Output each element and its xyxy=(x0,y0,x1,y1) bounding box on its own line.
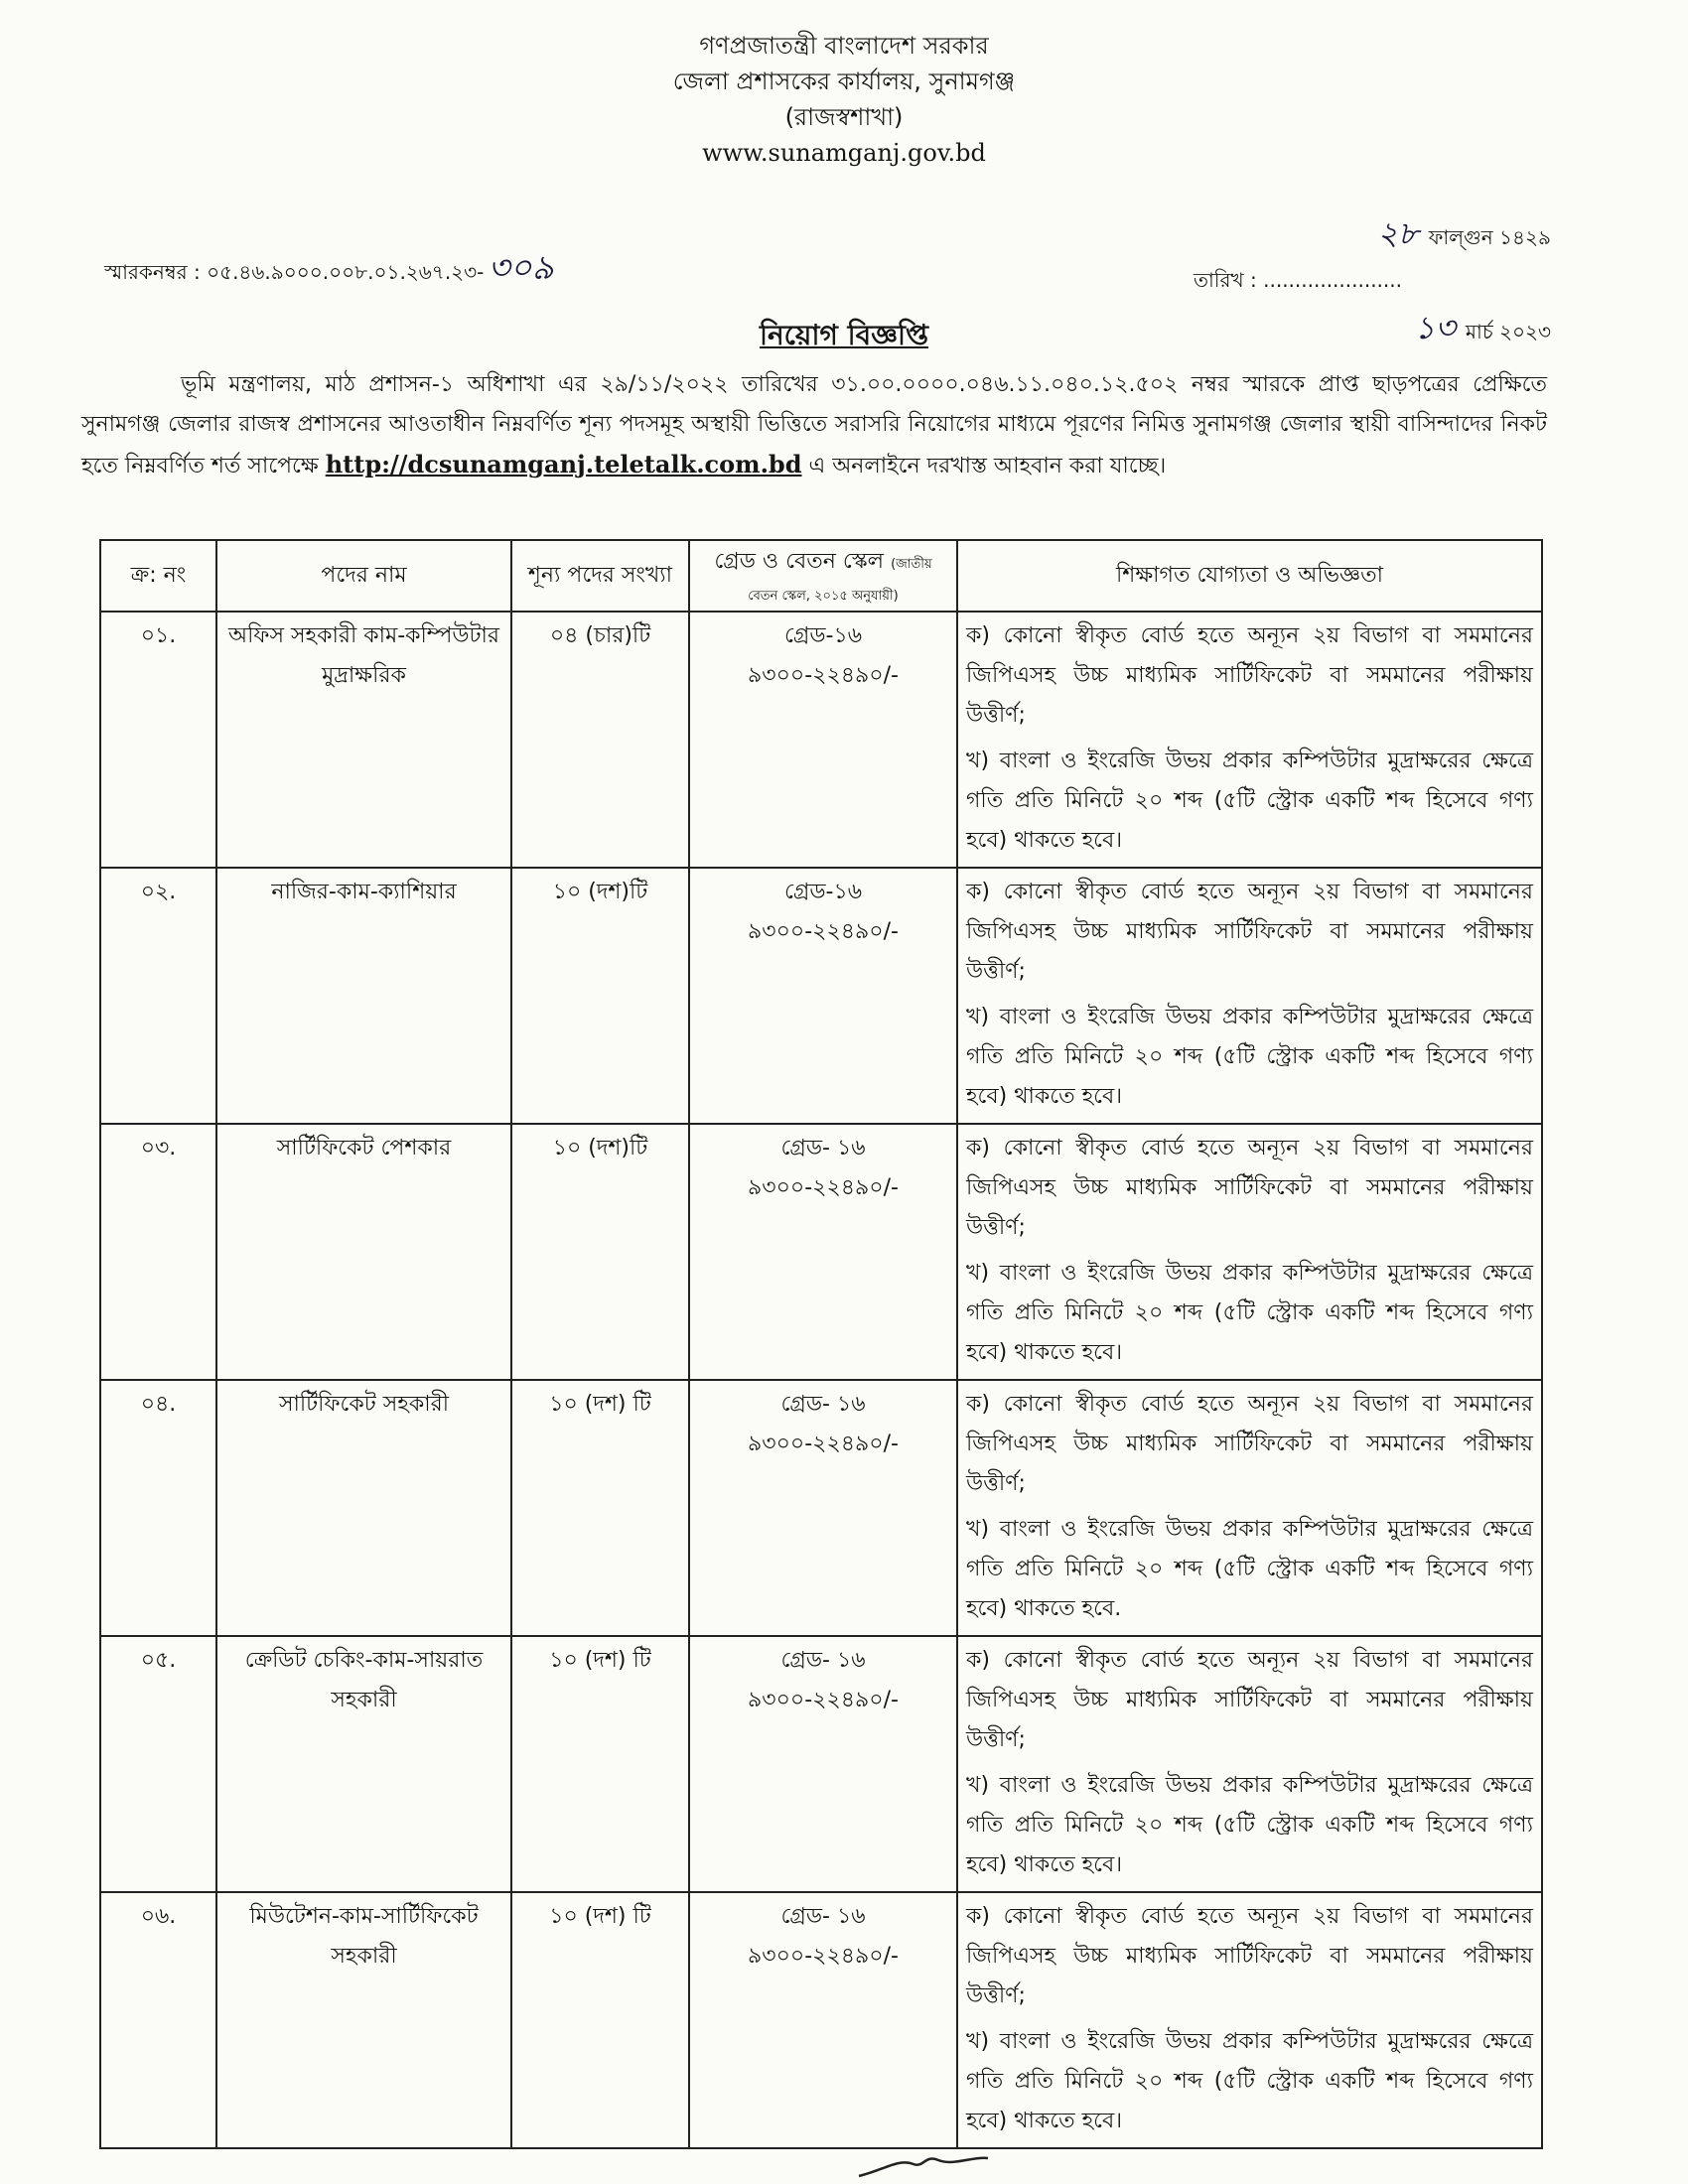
website-link[interactable]: www.sunamganj.gov.bd xyxy=(702,139,986,167)
table-row xyxy=(100,1636,1542,1892)
vacancy-cell: ১০ (দশ) টি xyxy=(511,1892,689,2148)
office-name: জেলা প্রশাসকের কার্যালয়, সুনামগঞ্জ xyxy=(672,68,1016,95)
grade-cell xyxy=(689,1380,957,1636)
notice-title-text: নিয়োগ বিজ্ঞপ্তি xyxy=(759,319,929,351)
qualification-b: খ) বাংলা ও ইংরেজি উভয় প্রকার কম্পিউটার মুদ্রাক্ষরের ক্ষেত্রে গতি প্রতি মিনিটে ২০ শব্দ (৫টি স্ট্রোক একটি শব্দ হিসেবে গণ্য হবে) থাকতে হবে। xyxy=(966,1005,1533,1109)
serial-cell: ০৫. xyxy=(100,1636,216,1892)
pay-scale-text: ৯৩০০-২২৪৯০/- xyxy=(748,1175,899,1200)
qualification-b: খ) বাংলা ও ইংরেজি উভয় প্রকার কম্পিউটার মুদ্রাক্ষরের ক্ষেত্রে গতি প্রতি মিনিটে ২০ শব্দ (৫টি স্ট্রোক একটি শব্দ হিসেবে গণ্য হবে) থাকতে হবে। xyxy=(966,2029,1533,2133)
vacancy-cell: ১০ (দশ)টি xyxy=(511,1124,689,1380)
date-label: তারিখ : ...................... xyxy=(1194,268,1402,292)
serial-cell: ০২. xyxy=(100,868,216,1124)
header-vacancy: শূন্য পদের সংখ্যা xyxy=(511,540,689,612)
grade-text: গ্রেড- ১৬ xyxy=(780,1648,866,1673)
intro-text-after: এ অনলাইনে দরখাস্ত আহবান করা যাচ্ছে। xyxy=(808,454,1167,478)
qualification-cell xyxy=(957,1636,1542,1892)
vacancy-cell: ১০ (দশ) টি xyxy=(511,1380,689,1636)
serial-cell: ০৪. xyxy=(100,1380,216,1636)
qualification-cell xyxy=(957,1380,1542,1636)
post-name-cell: সার্টিফিকেট সহকারী xyxy=(216,1380,511,1636)
qualification-b: খ) বাংলা ও ইংরেজি উভয় প্রকার কম্পিউটার মুদ্রাক্ষরের ক্ষেত্রে গতি প্রতি মিনিটে ২০ শব্দ (৫টি স্ট্রোক একটি শব্দ হিসেবে গণ্য হবে) থাকতে হবে। xyxy=(966,749,1533,853)
post-name-cell: ক্রেডিট চেকিং-কাম-সায়রাত সহকারী xyxy=(216,1636,511,1892)
table-row xyxy=(100,1892,1542,2148)
date-month-bn: ফাল্গুন ১৪২৯ xyxy=(1428,225,1551,249)
grade-cell xyxy=(689,612,957,868)
vacancy-cell: ১০ (দশ)টি xyxy=(511,868,689,1124)
qualification-a: ক) কোনো স্বীকৃত বোর্ড হতে অন্যূন ২য় বিভাগ বা সমমানের জিপিএসহ উচ্চ মাধ্যমিক সার্টিফিকেট বা সমমানের পরীক্ষায় উত্তীর্ণ; xyxy=(966,1648,1533,1752)
date-day-en: ১৩ xyxy=(1414,309,1456,346)
post-name-cell: অফিস সহকারী কাম-কম্পিউটার মুদ্রাক্ষরিক xyxy=(216,612,511,868)
serial-cell: ০১. xyxy=(100,612,216,868)
letterhead xyxy=(0,28,1688,171)
grade-text: গ্রেড-১৬ xyxy=(783,880,863,904)
qualification-b: খ) বাংলা ও ইংরেজি উভয় প্রকার কম্পিউটার মুদ্রাক্ষরের ক্ষেত্রে গতি প্রতি মিনিটে ২০ শব্দ (৫টি স্ট্রোক একটি শব্দ হিসেবে গণ্য হবে) থাকতে হবে। xyxy=(966,1773,1533,1877)
grade-text: গ্রেড- ১৬ xyxy=(780,1904,866,1929)
header-post-name: পদের নাম xyxy=(216,540,511,612)
grade-text: গ্রেড- ১৬ xyxy=(780,1136,866,1160)
memo-number xyxy=(104,242,554,299)
pay-scale-text: ৯৩০০-২২৪৯০/- xyxy=(748,663,899,688)
table-row xyxy=(100,868,1542,1124)
intro-paragraph xyxy=(81,365,1547,486)
qualification-a: ক) কোনো স্বীকৃত বোর্ড হতে অন্যূন ২য় বিভাগ বা সমমানের জিপিএসহ উচ্চ মাধ্যমিক সার্টিফিকেট বা সমমানের পরীক্ষায় উত্তীর্ণ; xyxy=(966,623,1533,728)
qualification-a: ক) কোনো স্বীকৃত বোর্ড হতে অন্যূন ২য় বিভাগ বা সমমানের জিপিএসহ উচ্চ মাধ্যমিক সার্টিফিকেট বা সমমানের পরীক্ষায় উত্তীর্ণ; xyxy=(966,880,1533,984)
qualification-cell xyxy=(957,868,1542,1124)
qualification-b: খ) বাংলা ও ইংরেজি উভয় প্রকার কম্পিউটার মুদ্রাক্ষরের ক্ষেত্রে গতি প্রতি মিনিটে ২০ শব্দ (৫টি স্ট্রোক একটি শব্দ হিসেবে গণ্য হবে) থাকতে হবে. xyxy=(966,1517,1533,1621)
grade-cell xyxy=(689,1124,957,1380)
grade-cell xyxy=(689,868,957,1124)
post-name-cell: নাজির-কাম-ক্যাশিয়ার xyxy=(216,868,511,1124)
table-row xyxy=(100,1380,1542,1636)
memo-label: স্মারকনম্বর : ০৫.৪৬.৯০০০.০০৮.০১.২৬৭.২৩- xyxy=(104,260,485,284)
grade-text: গ্রেড- ১৬ xyxy=(780,1392,866,1417)
grade-cell xyxy=(689,1636,957,1892)
qualification-a: ক) কোনো স্বীকৃত বোর্ড হতে অন্যূন ২য় বিভাগ বা সমমানের জিপিএসহ উচ্চ মাধ্যমিক সার্টিফিকেট বা সমমানের পরীক্ষায় উত্তীর্ণ; xyxy=(966,1904,1533,2008)
header-grade xyxy=(689,540,957,612)
header-qualification: শিক্ষাগত যোগ্যতা ও অভিজ্ঞতা xyxy=(957,540,1542,612)
date-day-bn: ২৮ xyxy=(1377,214,1419,252)
pay-scale-text: ৯৩০০-২২৪৯০/- xyxy=(748,1688,899,1712)
table-row xyxy=(100,1124,1542,1380)
application-link[interactable]: http://dcsunamganj.teletalk.com.bd xyxy=(325,450,802,478)
notice-title xyxy=(0,314,1688,360)
qualification-b: খ) বাংলা ও ইংরেজি উভয় প্রকার কম্পিউটার মুদ্রাক্ষরের ক্ষেত্রে গতি প্রতি মিনিটে ২০ শব্দ (৫টি স্ট্রোক একটি শব্দ হিসেবে গণ্য হবে) থাকতে হবে। xyxy=(966,1261,1533,1365)
qualification-cell xyxy=(957,1892,1542,2148)
header-grade-note-1: (জাতীয় xyxy=(891,557,932,572)
qualification-a: ক) কোনো স্বীকৃত বোর্ড হতে অন্যূন ২য় বিভাগ বা সমমানের জিপিএসহ উচ্চ মাধ্যমিক সার্টিফিকেট বা সমমানের পরীক্ষায় উত্তীর্ণ; xyxy=(966,1392,1533,1496)
pay-scale-text: ৯৩০০-২২৪৯০/- xyxy=(748,919,899,944)
vacancy-cell: ০৪ (চার)টি xyxy=(511,612,689,868)
header-serial: ক্র: নং xyxy=(100,540,216,612)
memo-handwritten-number: ৩০৯ xyxy=(488,248,554,288)
grade-text: গ্রেড-১৬ xyxy=(783,623,863,648)
table-row xyxy=(100,612,1542,868)
date-month-en: মার্চ ২০২৩ xyxy=(1465,320,1551,343)
govt-name: গণপ্রজাতন্ত্রী বাংলাদেশ সরকার xyxy=(699,32,989,60)
table-header-row xyxy=(100,540,1542,612)
post-name-cell: মিউটেশন-কাম-সার্টিফিকেট সহকারী xyxy=(216,1892,511,2148)
serial-cell: ০৬. xyxy=(100,1892,216,2148)
serial-cell: ০৩. xyxy=(100,1124,216,1380)
intro-text-before: ভূমি মন্ত্রণালয়, মাঠ প্রশাসন-১ অধিশাখা এর ২৯/১১/২০২২ তারিখের ৩১.০০.০০০০.০৪৬.১১.০৪০.১২.৫০২ নম্বর স্মারকে প্রাপ্ত ছাড়পত্রের প্রেক্ষিতে সুনামগঞ্জ জেলার রাজস্ব প্রশাসনের আওতাধীন নিম্নবর্ণিত শূন্য পদসমূহ অস্থায়ী ভিত্তিতে সরাসরি নিয়োগের মাধ্যমে পূরণের নিমিত্ত সুনামগঞ্জ জেলার স্থায়ী বাসিন্দাদের নিকট হতে নিম্নবর্ণিত শর্ত সাপেক্ষে xyxy=(81,372,1547,478)
pay-scale-text: ৯৩০০-২২৪৯০/- xyxy=(748,1944,899,1969)
branch-name: (রাজস্বশাখা) xyxy=(784,103,904,131)
grade-cell xyxy=(689,1892,957,2148)
vacancy-cell: ১০ (দশ) টি xyxy=(511,1636,689,1892)
post-name-cell: সার্টিফিকেট পেশকার xyxy=(216,1124,511,1380)
qualification-cell xyxy=(957,612,1542,868)
qualification-cell xyxy=(957,1124,1542,1380)
signature-mark xyxy=(854,2150,993,2180)
header-grade-text: গ্রেড ও বেতন স্কেল xyxy=(714,549,885,574)
posts-table xyxy=(99,539,1543,2149)
pay-scale-text: ৯৩০০-২২৪৯০/- xyxy=(748,1432,899,1456)
qualification-a: ক) কোনো স্বীকৃত বোর্ড হতে অন্যূন ২য় বিভাগ বা সমমানের জিপিএসহ উচ্চ মাধ্যমিক সার্টিফিকেট বা সমমানের পরীক্ষায় উত্তীর্ণ; xyxy=(966,1136,1533,1240)
header-grade-note-2: বেতন স্কেল, ২০১৫ অনুযায়ী) xyxy=(748,589,899,604)
